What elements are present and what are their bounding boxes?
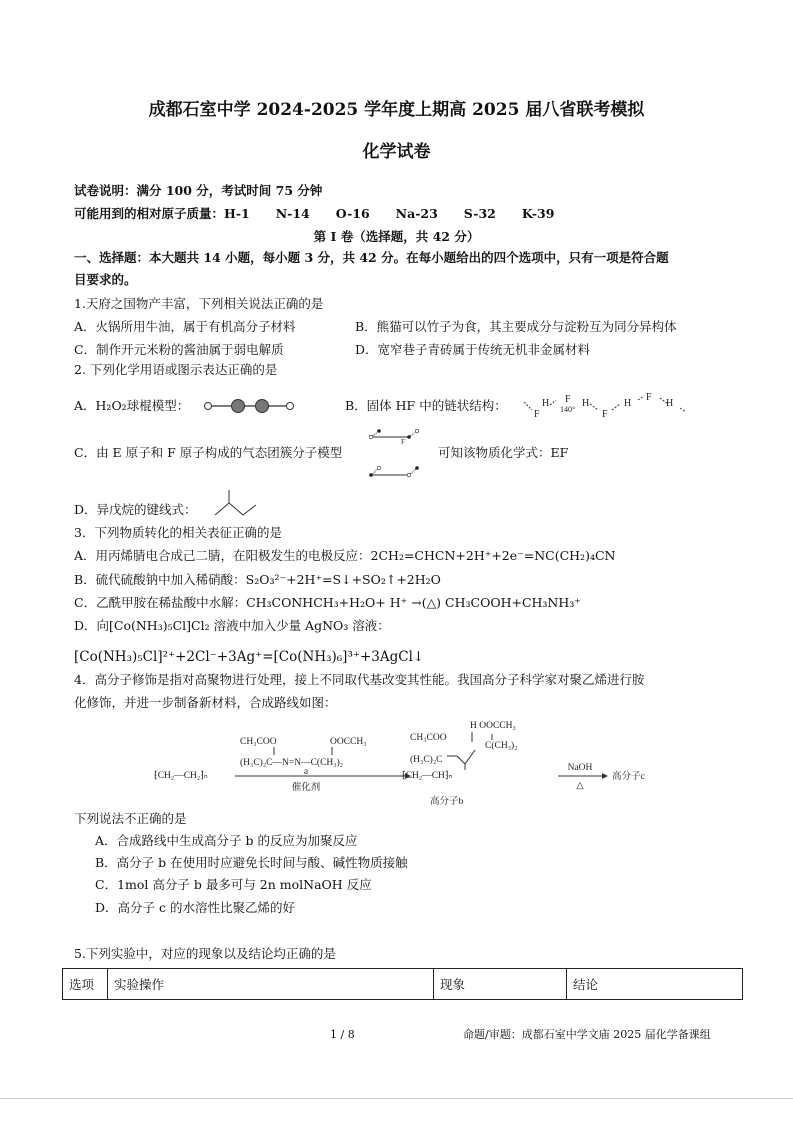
table-header: 选项 — [63, 969, 108, 1000]
q2-option-c: C．由 E 原子和 F 原子构成的气态团簇分子模型 — [74, 445, 343, 460]
q5-table — [62, 968, 743, 1000]
mass: Na-23 — [395, 206, 438, 221]
q4-option-c: C．1mol 高分子 b 最多可与 2n molNaOH 反应 — [95, 877, 372, 892]
atom-label: H — [666, 398, 674, 409]
bond-angle-label: 140° — [560, 405, 576, 414]
section-instructions: 一、选择题：本大题共 14 小题，每小题 3 分，共 42 分。在每小题给出的四个选项中，只有一项是符合题 — [74, 250, 669, 265]
q3-stem: 3．下列物质转化的相关表征正确的是 — [74, 525, 282, 540]
q3-option-c: C．乙酰甲胺在稀盐酸中水解：CH₃CONHCH₃+H₂O+ H⁺ →(△) CH₃COOH+CH₃NH₃⁺ — [74, 595, 581, 610]
hf-chain-structure — [520, 390, 690, 422]
product-b-label: 高分子b — [430, 797, 464, 807]
q4-stem-cont: 化修饰，并进一步制备新材料，合成路线如图： — [74, 695, 337, 710]
product-b-formula: ⁅CH₂—CH⁆ₙ — [402, 771, 453, 781]
exam-title: 成都石室中学 2024-2025 学年度上期高 2025 届八省联考模拟 — [148, 100, 645, 120]
table-header: 结论 — [567, 969, 743, 1000]
exam-subtitle: 化学试卷 — [362, 142, 431, 162]
q4-option-a: A．合成路线中生成高分子 b 的反应为加聚反应 — [95, 833, 358, 848]
footer-credit: 命题/审题：成都石室中学文庙 2025 届化学备课组 — [463, 1028, 711, 1041]
q4-option-b: B．高分子 b 在使用时应避免长时间与酸、碱性物质接触 — [95, 855, 408, 870]
ef-cluster-model — [365, 425, 425, 485]
mass: H-1 — [224, 206, 250, 221]
product-c-label: 高分子c — [612, 772, 645, 782]
naoh-label: NaOH — [567, 763, 593, 773]
mass: O-16 — [335, 206, 370, 221]
isopentane-skeletal-formula — [212, 488, 258, 518]
q2-option-b: B．固体 HF 中的链状结构： — [345, 398, 507, 413]
table-header: 现象 — [434, 969, 567, 1000]
catalyst-label: 催化剂 — [291, 783, 321, 793]
reagent-label: a — [303, 767, 309, 777]
reagent-group: OOCCH₃ — [330, 737, 367, 747]
atom-label: F — [646, 392, 652, 403]
q4-option-d: D．高分子 c 的水溶性比聚乙烯的好 — [95, 900, 295, 915]
heat-label: △ — [576, 781, 584, 791]
product-group: C(CH₃)₂ — [485, 741, 518, 751]
q1-option-a: A．火锅所用牛油，属于有机高分子材料 — [74, 319, 296, 334]
q3-option-b: B．硫代硫酸钠中加入稀硝酸：S₂O₃²⁻+2H⁺=S↓+SO₂↑+2H₂O — [74, 572, 441, 587]
mass: K-39 — [521, 206, 555, 221]
section-title: 第 I 卷（选择题，共 42 分） — [313, 229, 480, 244]
masses-label: 可能用到的相对原子质量： — [74, 206, 225, 221]
h2o2-ball-stick-model — [200, 398, 300, 414]
q3-option-a: A．用丙烯腈电合成己二腈，在阳极发生的电极反应：2CH₂=CHCN+2H⁺+2e⁻=NC(CH₂)₄CN — [74, 548, 616, 563]
q5-stem: 5.下列实验中，对应的现象以及结论均正确的是 — [74, 946, 336, 961]
product-group: H OOCCH₃ — [470, 721, 516, 731]
reagent-group: CH₃COO — [240, 737, 277, 747]
q4-prompt: 下列说法不正确的是 — [74, 811, 187, 826]
product-group: (H₃C)₂C — [410, 755, 443, 765]
reagent-formula: (H₃C)₂C—N=N—C(CH₃)₂ — [240, 758, 344, 768]
q3-option-d-equation: [Co(NH₃)₅Cl]²⁺+2Cl⁻+3Ag⁺=[Co(NH₃)₆]³⁺+3AgCl↓ — [74, 649, 425, 665]
atom-label: H — [542, 398, 550, 409]
atom-label: F — [401, 438, 405, 446]
q1-option-b: B．熊猫可以竹子为食，其主要成分与淀粉互为同分异构体 — [355, 319, 677, 334]
table-header: 实验操作 — [108, 969, 434, 1000]
q2-option-a: A．H₂O₂球棍模型： — [74, 398, 190, 413]
q2-option-c-formula: 可知该物质化学式：EF — [438, 445, 569, 460]
polyethylene-formula: ⁅CH₂—CH₂⁆ₙ — [154, 771, 208, 781]
atomic-masses — [74, 206, 554, 222]
synthesis-route-scheme — [140, 712, 700, 812]
q1-option-d: D．宽窄巷子青砖属于传统无机非金属材料 — [355, 342, 591, 357]
atom-label: F — [602, 409, 608, 420]
q1-stem: 1.天府之国物产丰富，下列相关说法正确的是 — [74, 296, 324, 311]
q4-stem: 4．高分子修饰是指对高聚物进行处理，接上不同取代基改变其性能。我国高分子科学家对聚乙烯进行胺 — [74, 672, 645, 687]
exam-description: 试卷说明：满分 100 分，考试时间 75 分钟 — [74, 183, 323, 198]
table-header-row — [63, 969, 743, 1000]
mass: N-14 — [275, 206, 310, 221]
mass: S-32 — [463, 206, 496, 221]
atom-label: H — [582, 398, 590, 409]
q3-option-d: D．向[Co(NH₃)₅Cl]Cl₂ 溶液中加入少量 AgNO₃ 溶液： — [74, 618, 390, 633]
product-group: CH₃COO — [410, 733, 447, 743]
q1-option-c: C．制作开元米粉的酱油属于弱电解质 — [74, 342, 284, 357]
atom-label: H — [624, 398, 632, 409]
atom-label: F — [534, 409, 540, 420]
q2-option-d: D．异戊烷的键线式： — [74, 502, 197, 517]
section-instructions-cont: 目要求的。 — [74, 272, 137, 287]
page-number: 1 / 8 — [330, 1028, 355, 1041]
page-divider — [0, 1098, 793, 1099]
q2-stem: 2. 下列化学用语或图示表达正确的是 — [74, 362, 278, 377]
atom-label: F — [565, 394, 571, 405]
